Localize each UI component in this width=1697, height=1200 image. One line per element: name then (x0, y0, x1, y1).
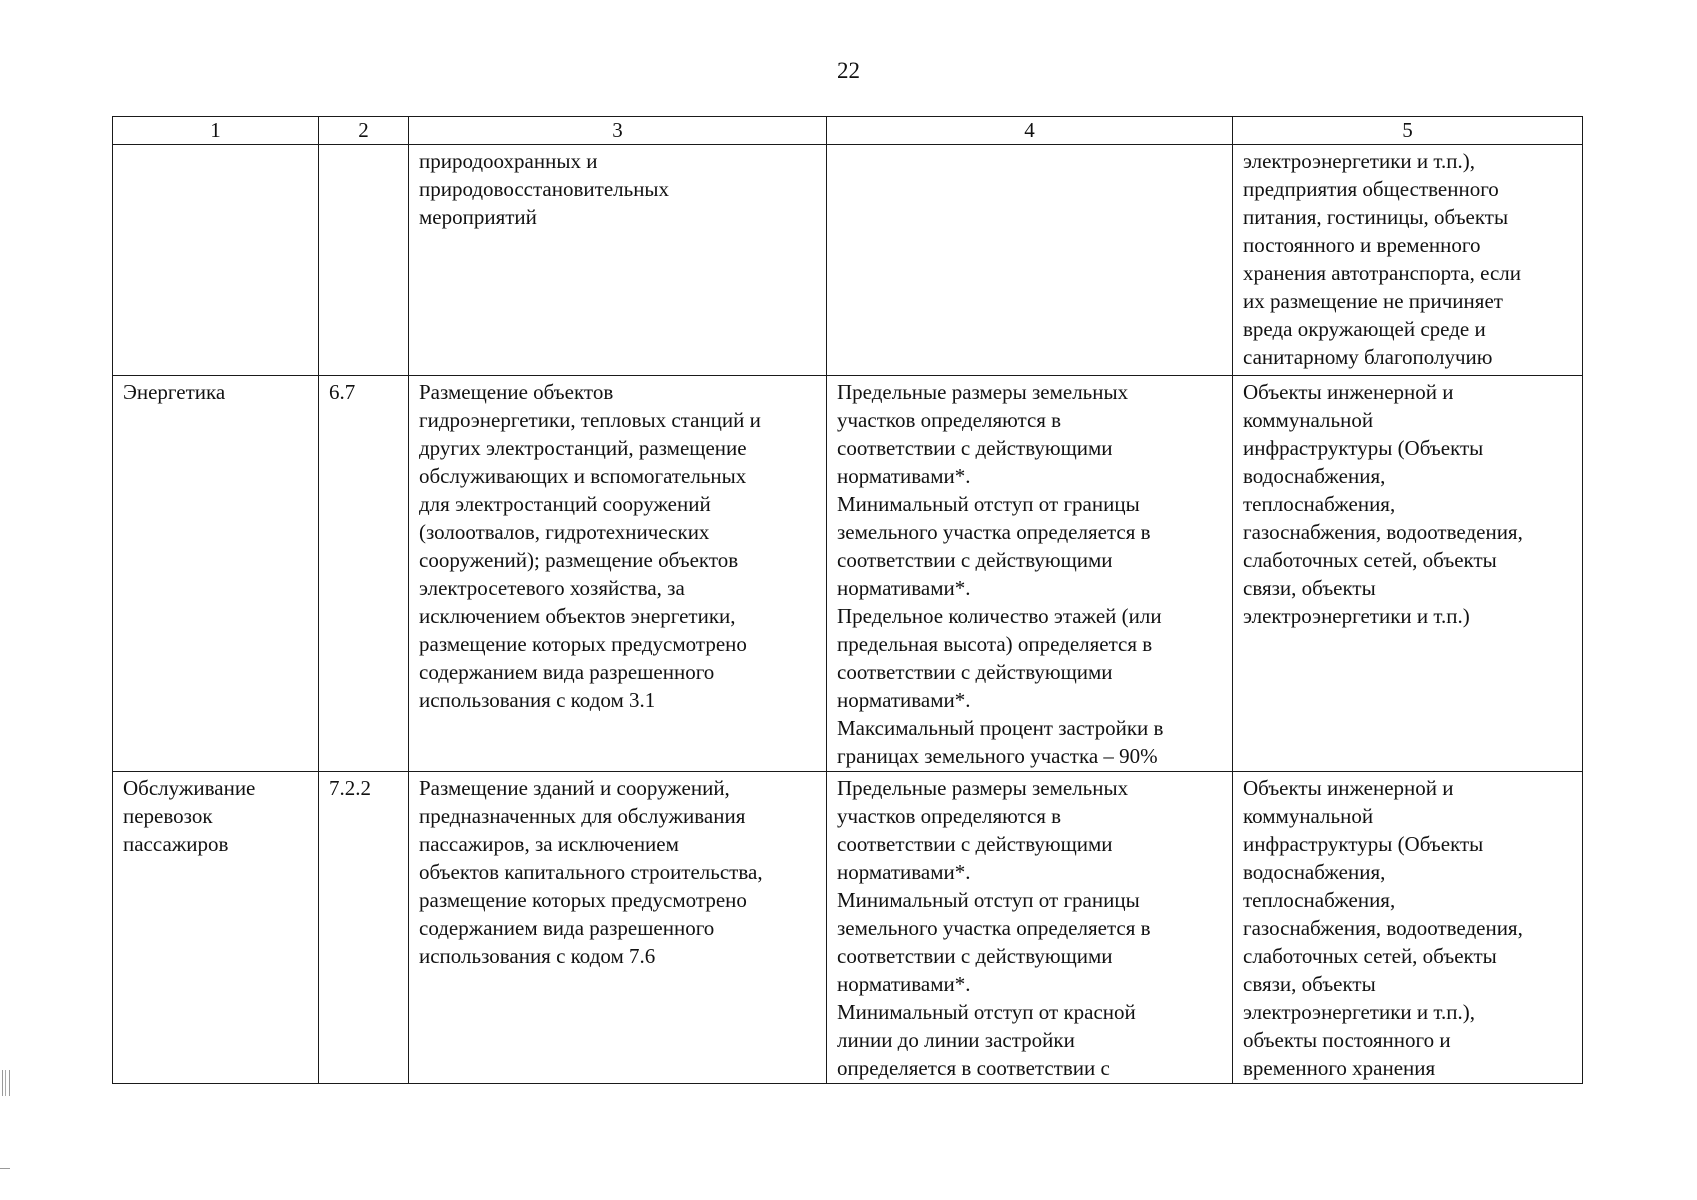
construction-parameters: Предельные размеры земельных участков определяются в соответствии с действующими нормативами*. Минимальный отступ от границы земельного участка определяется в соответствии с действующими нормативами*. Минимальный отступ от красной линии до линии застройки определяется в соответствии с (827, 772, 1233, 1084)
table-header (113, 117, 1583, 145)
construction-parameters (827, 145, 1233, 376)
land-use-name (113, 145, 319, 376)
construction-parameters: Предельные размеры земельных участков определяются в соответствии с действующими нормативами*. Минимальный отступ от границы земельного участка определяется в соответствии с действующими нормативами*. Предельное количество этажей (или предельная высота) определяется в соответствии с действующими нормативами*. Максимальный процент застройки в границах земельного участка – 90% (827, 376, 1233, 772)
column-header-3: 3 (409, 117, 827, 145)
table-row (113, 772, 1583, 1084)
column-header-5: 5 (1233, 117, 1583, 145)
auxiliary-uses: Объекты инженерной и коммунальной инфраструктуры (Объекты водоснабжения, теплоснабжения, газоснабжения, водоотведения, слаботочных сетей, объекты связи, объекты электроэнергетики и т.п.), объекты постоянного и временного хранения (1233, 772, 1583, 1084)
land-use-name: Обслуживание перевозок пассажиров (113, 772, 319, 1084)
land-use-name: Энергетика (113, 376, 319, 772)
scan-margin-mark (2, 1070, 10, 1096)
column-header-4: 4 (827, 117, 1233, 145)
land-use-description: природоохранных и природовосстановительных мероприятий (409, 145, 827, 376)
table-row (113, 145, 1583, 376)
land-use-description: Размещение зданий и сооружений, предназначенных для обслуживания пассажиров, за исключением объектов капитального строительства, размещение которых предусмотрено содержанием вида разрешенного использования с кодом 7.6 (409, 772, 827, 1084)
column-header-1: 1 (113, 117, 319, 145)
table-row (113, 376, 1583, 772)
zoning-table (112, 116, 1583, 1084)
page-number: 22 (837, 58, 860, 83)
scan-margin-dash (0, 1168, 10, 1169)
auxiliary-uses: электроэнергетики и т.п.), предприятия общественного питания, гостиницы, объекты постоянного и временного хранения автотранспорта, если их размещение не причиняет вреда окружающей среде и санитарному благополучию (1233, 145, 1583, 376)
column-header-2: 2 (319, 117, 409, 145)
auxiliary-uses: Объекты инженерной и коммунальной инфраструктуры (Объекты водоснабжения, теплоснабжения, газоснабжения, водоотведения, слаботочных сетей, объекты связи, объекты электроэнергетики и т.п.) (1233, 376, 1583, 772)
land-use-description: Размещение объектов гидроэнергетики, тепловых станций и других электростанций, размещение обслуживающих и вспомогательных для электростанций сооружений (золоотвалов, гидротехнических сооружений); размещение объектов электросетевого хозяйства, за исключением объектов энергетики, размещение которых предусмотрено содержанием вида разрешенного использования с кодом 3.1 (409, 376, 827, 772)
land-use-code (319, 145, 409, 376)
land-use-code: 6.7 (319, 376, 409, 772)
header-row (113, 117, 1583, 145)
land-use-code: 7.2.2 (319, 772, 409, 1084)
